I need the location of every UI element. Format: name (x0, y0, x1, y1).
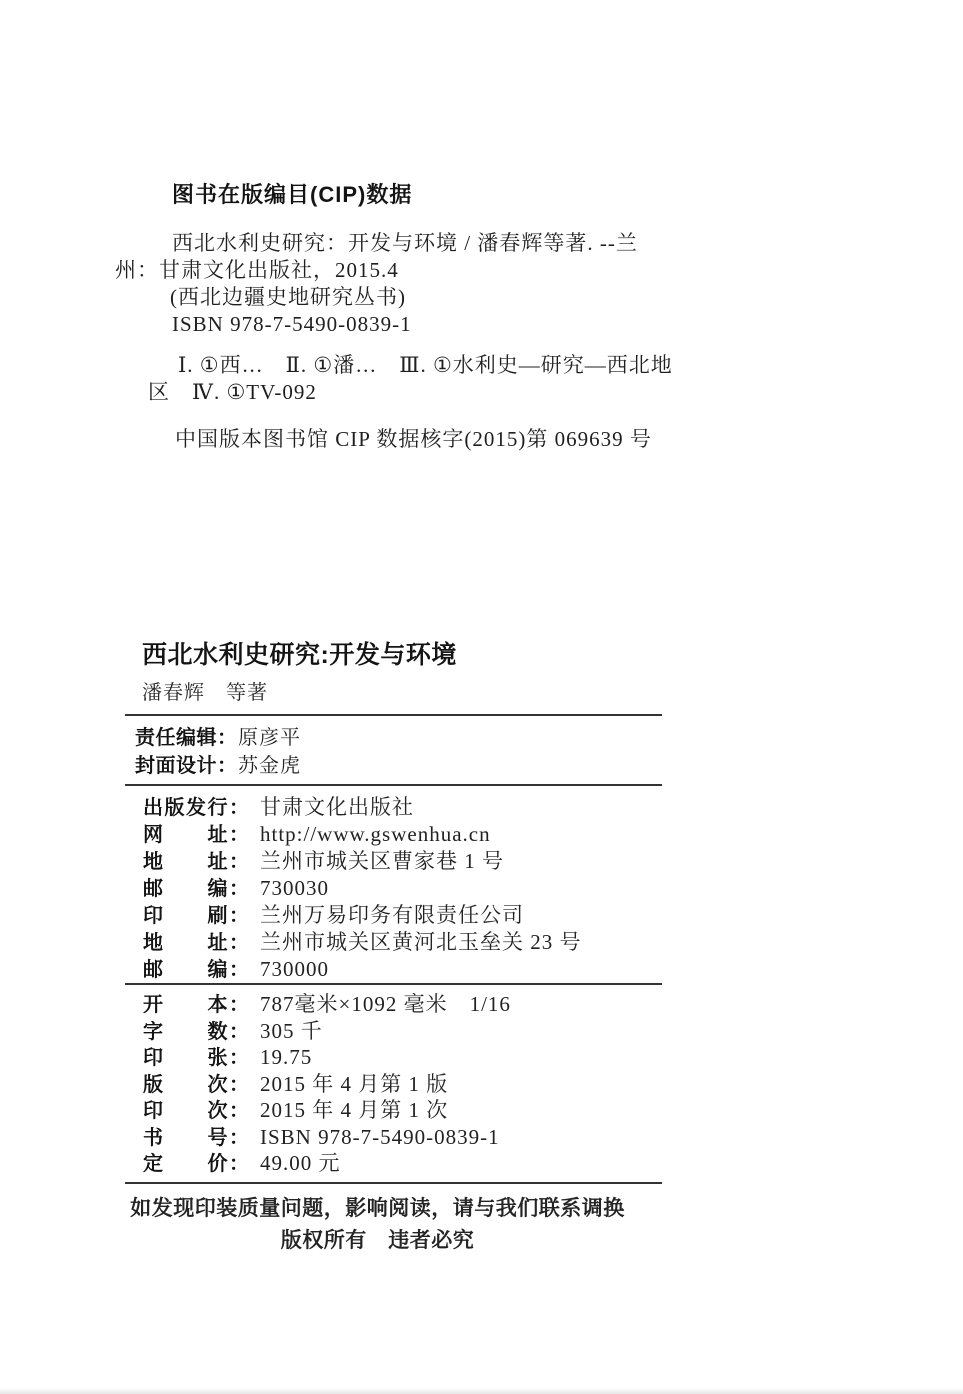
row-value: 787毫米×1092 毫米 1/16 (260, 992, 511, 1016)
row-label: 出版发行： (143, 797, 251, 819)
publishing-row (125, 902, 662, 929)
publishing-rows (125, 786, 662, 983)
row-label: 地 址： (143, 851, 251, 873)
book-author: 潘春辉 等著 (142, 682, 268, 704)
printing-row (125, 1124, 662, 1151)
cip-record-line: 州：甘肃文化出版社，2015.4 (115, 258, 399, 282)
publishing-row (125, 821, 662, 848)
publishing-row (125, 875, 662, 902)
printing-row (125, 1097, 662, 1124)
row-label: 地 址： (143, 932, 251, 954)
cip-heading: 图书在版编目(CIP)数据 (172, 182, 413, 207)
row-value: 甘肃文化出版社 (260, 795, 414, 819)
row-label: 责任编辑： (135, 727, 238, 749)
row-label: 网 址： (143, 824, 251, 846)
cip-classification-line: Ⅰ. ①西… Ⅱ. ①潘… Ⅲ. ①水利史—研究—西北地 (178, 353, 673, 377)
printing-row (125, 1018, 662, 1045)
cip-isbn-line: ISBN 978-7-5490-0839-1 (172, 312, 412, 336)
footer-block (125, 1184, 662, 1257)
row-label: 封面设计： (135, 755, 238, 777)
row-value: 原彦平 (238, 727, 301, 749)
row-value: 19.75 (260, 1045, 313, 1069)
row-value: 305 千 (260, 1018, 323, 1043)
row-value: 兰州市城关区曹家巷 1 号 (260, 849, 504, 873)
row-value: 苏金虎 (238, 755, 301, 777)
row-label: 邮 编： (143, 878, 251, 900)
row-label: 印 张： (143, 1047, 251, 1069)
publishing-row (125, 929, 662, 956)
row-label: 字 数： (143, 1020, 251, 1043)
printing-row (125, 991, 662, 1018)
row-label: 开 本： (143, 994, 251, 1016)
row-label: 邮 编： (143, 959, 251, 981)
row-value: ISBN 978-7-5490-0839-1 (260, 1124, 500, 1149)
staff-row (125, 724, 662, 752)
row-value: 730030 (260, 876, 329, 900)
printing-row (125, 1044, 662, 1071)
printing-row (125, 1150, 662, 1177)
row-value: 兰州万易印务有限责任公司 (260, 903, 524, 927)
row-label: 印 次： (143, 1100, 251, 1122)
row-value: 2015 年 4 月第 1 次 (260, 1098, 449, 1122)
row-value: http://www.gswenhua.cn (260, 822, 491, 846)
row-value: 730000 (260, 957, 329, 981)
page-edge-shadow (0, 1388, 963, 1394)
staff-rows (125, 716, 662, 784)
cip-registration: 中国版本图书馆 CIP 数据核字(2015)第 069639 号 (175, 427, 652, 451)
quality-notice: 如发现印装质量问题，影响阅读，请与我们联系调换 (130, 1196, 625, 1220)
cip-record-line: (西北边疆史地研究丛书) (170, 285, 406, 309)
row-value: 49.00 元 (260, 1151, 341, 1175)
row-value: 兰州市城关区黄河北玉垒关 23 号 (260, 930, 582, 954)
row-label: 定 价： (143, 1153, 251, 1175)
book-title: 西北水利史研究:开发与环境 (142, 641, 457, 669)
row-value: 2015 年 4 月第 1 版 (260, 1071, 449, 1096)
cip-block (115, 182, 675, 453)
printing-row (125, 1071, 662, 1098)
printing-rows (125, 985, 662, 1182)
publishing-row (125, 956, 662, 983)
copyright-notice: 版权所有 违者必究 (280, 1228, 475, 1252)
colophon-block (125, 640, 662, 1257)
row-label: 版 次： (143, 1073, 251, 1096)
cip-classification-line: 区 Ⅳ. ①TV-092 (148, 380, 317, 404)
cip-record-line: 西北水利史研究：开发与环境 / 潘春辉等著. --兰 (172, 231, 638, 255)
publishing-row (125, 794, 662, 821)
publishing-row (125, 848, 662, 875)
row-label: 书 号： (143, 1126, 251, 1149)
row-label: 印 刷： (143, 905, 251, 927)
staff-row (125, 752, 662, 780)
